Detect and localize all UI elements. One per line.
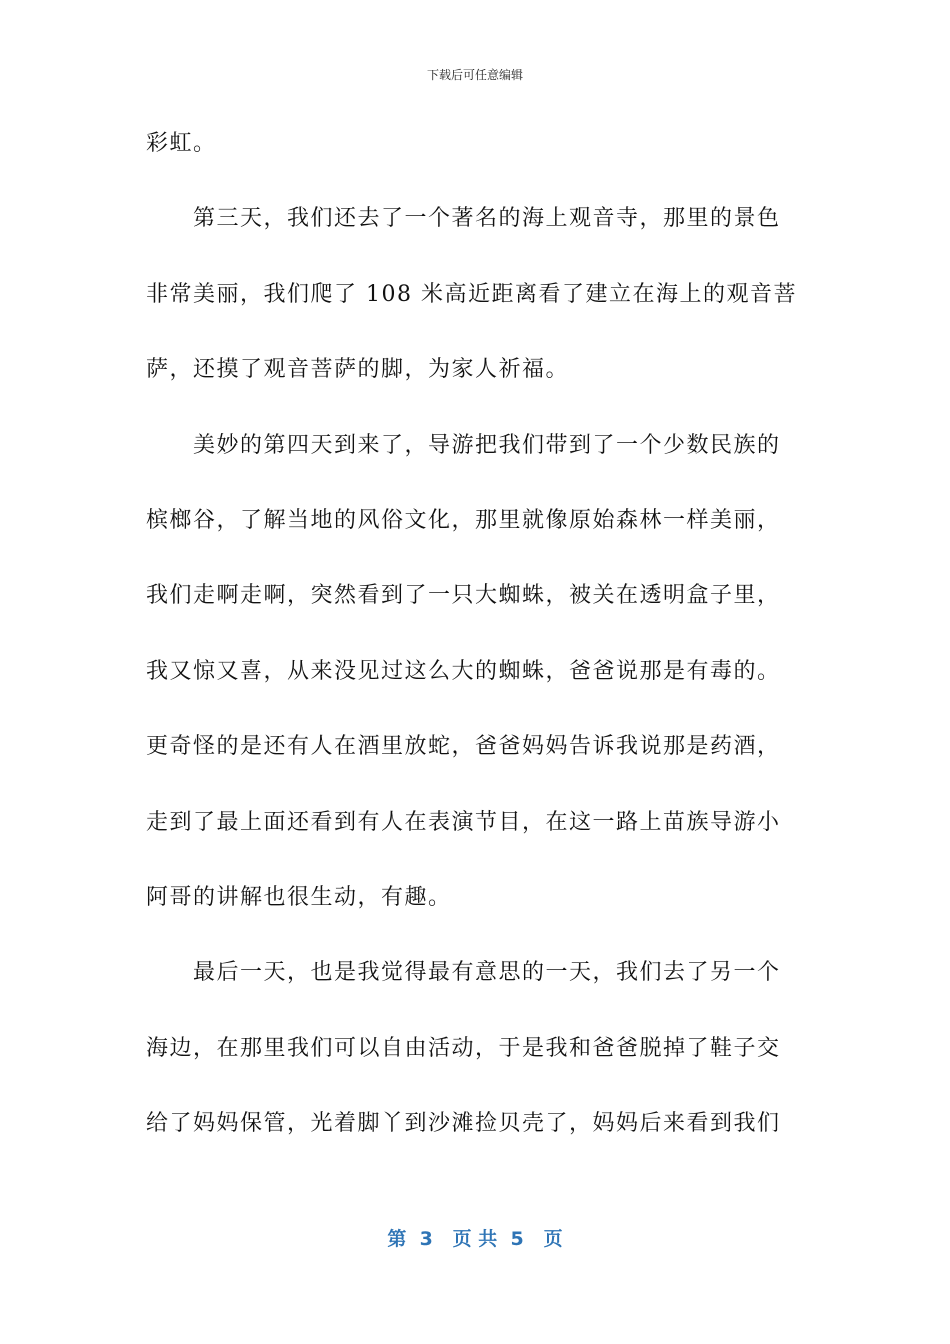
text-line: 阿哥的讲解也很生动，有趣。 xyxy=(146,884,452,910)
paragraph-start-line: 最后一天，也是我觉得最有意思的一天，我们去了另一个 xyxy=(193,960,781,986)
paragraph-start-line: 第三天，我们还去了一个著名的海上观音寺，那里的景色 xyxy=(193,206,781,232)
text-line: 槟榔谷，了解当地的风俗文化，那里就像原始森林一样美丽， xyxy=(146,507,781,533)
page-number-footer: 第 3 页 共 5 页 xyxy=(387,1228,563,1250)
text-line: 更奇怪的是还有人在酒里放蛇，爸爸妈妈告诉我说那是药酒， xyxy=(146,734,781,760)
text-line: 海边，在那里我们可以自由活动，于是我和爸爸脱掉了鞋子交 xyxy=(146,1035,781,1061)
header-note: 下载后可任意编辑 xyxy=(426,68,523,82)
text-line: 走到了最上面还看到有人在表演节目，在这一路上苗族导游小 xyxy=(146,809,781,835)
paragraph-start-line: 美妙的第四天到来了，导游把我们带到了一个少数民族的 xyxy=(193,432,781,458)
text-line: 给了妈妈保管，光着脚丫到沙滩捡贝壳了，妈妈后来看到我们 xyxy=(146,1111,781,1137)
text-line: 我们走啊走啊，突然看到了一只大蜘蛛，被关在透明盒子里， xyxy=(146,583,781,609)
text-line: 我又惊又喜，从来没见过这么大的蜘蛛，爸爸说那是有毒的。 xyxy=(146,658,781,684)
text-line: 萨，还摸了观音菩萨的脚，为家人祈福。 xyxy=(146,357,570,383)
text-line: 彩虹。 xyxy=(146,131,217,156)
text-line: 非常美丽，我们爬了 108 米高近距离看了建立在海上的观音菩 xyxy=(146,281,797,307)
document-body xyxy=(146,122,796,1177)
